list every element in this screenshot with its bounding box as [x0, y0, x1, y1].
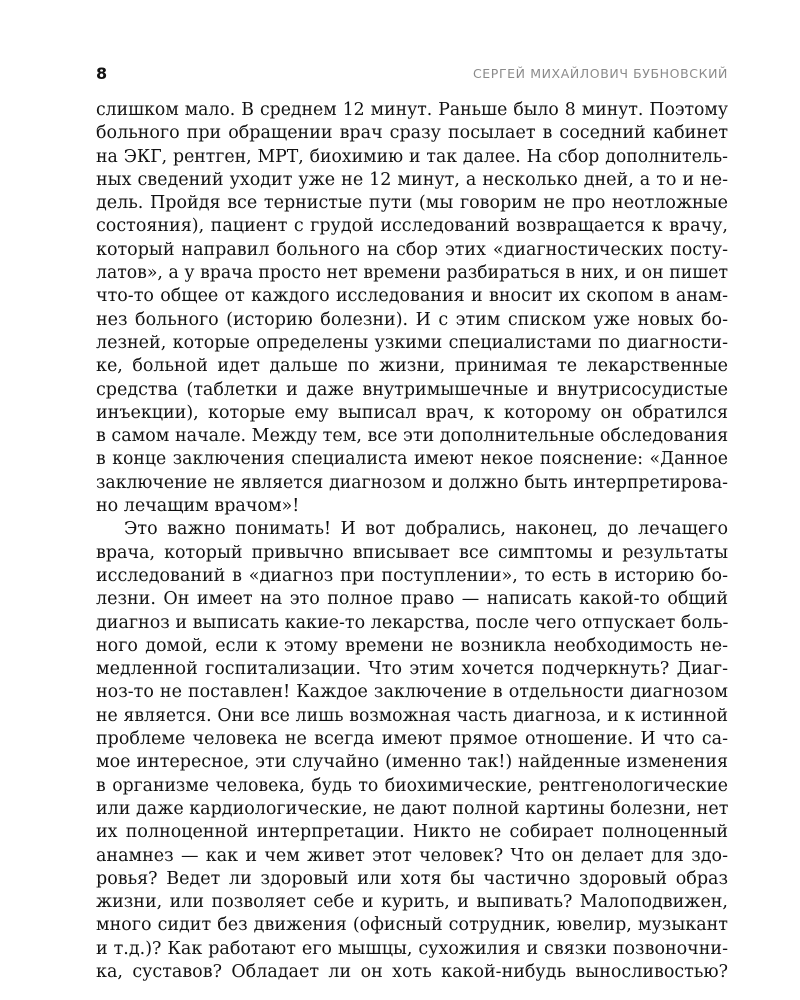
text-line: но лечащим врачом»!: [96, 496, 300, 517]
text-line: и т.д.)? Как работают его мышцы, сухожилия и связки позвоночни-: [96, 938, 728, 959]
text-line: что-то общее от каждого исследования и вносит их скопом в анам-: [96, 286, 728, 307]
text-line: ке, больной идет дальше по жизни, принимая те лекарственные: [96, 356, 728, 377]
text-line: ного домой, если к этому времени не возникла необходимость не-: [96, 635, 728, 656]
text-line: проблеме человека не всегда имеют прямое отношение. И что са-: [96, 729, 728, 750]
text-line: на ЭКГ, рентген, МРТ, биохимию и так далее. На сбор дополнитель-: [96, 146, 728, 167]
text-line: средства (таблетки и даже внутримышечные и внутрисосудистые: [96, 379, 728, 400]
page-header: [96, 64, 728, 86]
text-line: в конце заключения специалиста имеют некое пояснение: «Данное: [96, 449, 728, 470]
page-number: 8: [96, 64, 108, 83]
text-line: их полноценной интерпретации. Никто не собирает полноценный: [96, 822, 728, 843]
text-line: ка, суставов? Обладает ли он хоть какой-нибудь выносливостью?: [96, 961, 728, 982]
text-line: много сидит без движения (офисный сотрудник, ювелир, музыкант: [96, 915, 728, 936]
text-line: мое интересное, эти случайно (именно так!) найденные изменения: [96, 752, 728, 773]
text-line: больного при обращении врач сразу посылает в соседний кабинет: [96, 123, 728, 144]
text-line: латов», а у врача просто нет времени разбираться в них, и он пишет: [96, 263, 728, 284]
paragraph-start-line: Это важно понимать! И вот добрались, наконец, до лечащего: [124, 519, 728, 540]
text-line: ровья? Ведет ли здоровый или хотя бы частично здоровый образ: [96, 868, 728, 889]
text-line: не является. Они все лишь возможная часть диагноза, и к истинной: [96, 705, 728, 726]
text-line: нез больного (историю болезни). И с этим списком уже новых бо-: [96, 309, 728, 330]
text-line: анамнез — как и чем живет этот человек? Что он делает для здо-: [96, 845, 728, 866]
text-line: который направил больного на сбор этих «диагностических посту-: [96, 239, 728, 260]
text-line: ных сведений уходит уже не 12 минут, а несколько дней, а то и не-: [96, 169, 728, 190]
body-text: [96, 99, 728, 984]
text-line: врача, который привычно вписывает все симптомы и результаты: [96, 542, 728, 563]
text-line: или даже кардиологические, не дают полной картины болезни, нет: [96, 798, 728, 819]
text-line: ноз-то не поставлен! Каждое заключение в отдельности диагнозом: [96, 682, 728, 703]
text-line: инъекции), которые ему выписал врач, к которому он обратился: [96, 402, 728, 423]
text-line: дель. Пройдя все тернистые пути (мы говорим не про неотложные: [96, 193, 728, 214]
text-line: жизни, или позволяет себе и курить, и выпивать? Малоподвижен,: [96, 892, 728, 913]
text-line: медленной госпитализации. Что этим хочется подчеркнуть? Диаг-: [96, 659, 728, 680]
text-line: в самом начале. Между тем, все эти дополнительные обследования: [96, 426, 728, 447]
running-head-author: СЕРГЕЙ МИХАЙЛОВИЧ БУБНОВСКИЙ: [472, 66, 728, 81]
text-line: в организме человека, будь то биохимические, рентгенологические: [96, 775, 728, 796]
text-line: исследований в «диагноз при поступлении», то есть в историю бо-: [96, 565, 728, 586]
text-line: лезни. Он имеет на это полное право — написать какой-то общий: [96, 589, 728, 610]
text-line: диагноз и выписать какие-то лекарства, после чего отпускает боль-: [96, 612, 728, 633]
text-line: заключение не является диагнозом и должно быть интерпретирова-: [96, 472, 728, 493]
text-line: лезней, которые определены узкими специалистами по диагности-: [96, 332, 728, 353]
text-line: слишком мало. В среднем 12 минут. Раньше было 8 минут. Поэтому: [96, 100, 728, 120]
text-line: состояния), пациент с грудой исследований возвращается к врачу,: [96, 216, 728, 237]
